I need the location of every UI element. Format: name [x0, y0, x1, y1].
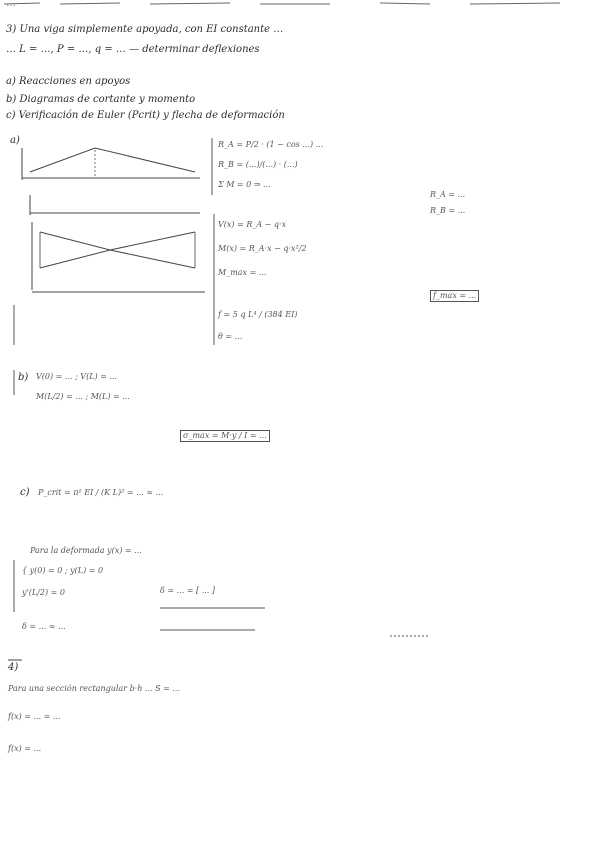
problem-body: … L = …, P = …, q = … — determinar deflexiones — [6, 44, 260, 55]
part-b-line-2: M(L/2) = ... ; M(L) = ... — [36, 392, 130, 401]
part-a-work-4: V(x) = R_A − q·x — [218, 220, 287, 229]
part-c-label: c) — [20, 487, 30, 498]
part-b-line-1: V(0) = ... ; V(L) = ... — [36, 372, 118, 381]
part-e-line-2: f(x) = ... = ... — [8, 712, 61, 721]
part-e-line-1: Para una sección rectangular b·h ... S = ... — [8, 684, 180, 693]
moment-diagram-sketch — [22, 148, 200, 180]
part-a-work-7: f = 5 q L⁴ / (384 EI) — [218, 310, 298, 319]
part-b-label: b) — [18, 372, 29, 383]
part-d-line-4: δ = ... = [ ... ] — [160, 586, 215, 595]
part-a-work-2: R_B = (...)/(...) · (...) — [218, 160, 298, 169]
part-a-work-3: Σ M = 0 ⇒ ... — [218, 180, 271, 189]
part-c-line: P_crit = π² EI / (K L)² = ... ≈ ... — [38, 488, 164, 497]
part-a-work-6: M_max = ... — [218, 268, 267, 277]
part-a-label: a) — [10, 135, 20, 146]
part-d-line-1: Para la deformada y(x) = ... — [30, 546, 142, 555]
part-d-line-5: δ = ... ≈ ... — [22, 622, 66, 631]
part-a-result-1: R_A = ... — [430, 190, 466, 199]
problem-header: 3) Una viga simplemente apoyada, con EI constante … — [6, 24, 284, 35]
part-a-result-2: R_B = ... — [430, 206, 466, 215]
part-e-label: 4) — [8, 662, 19, 673]
part-d-line-2: { y(0) = 0 ; y(L) = 0 — [22, 566, 104, 575]
part-d-line-3: y'(L/2) = 0 — [22, 588, 65, 597]
request-a: a) Reacciones en apoyos — [6, 76, 131, 87]
shear-diagram-sketch — [30, 195, 205, 292]
request-c: c) Verificación de Euler (Pcrit) y flecha de deformación — [6, 110, 285, 121]
top-strip: … — [6, 0, 16, 9]
part-e-line-3: f(x) = ... — [8, 744, 42, 753]
request-b: b) Diagramas de cortante y momento — [6, 94, 196, 105]
part-a-work-1: R_A = P/2 · (1 − cos ...) ... — [218, 140, 324, 149]
part-b-line-3: σ_max = M·y / I = ... — [180, 430, 270, 442]
part-a-work-8: θ = ... — [218, 332, 243, 341]
part-a-work-5: M(x) = R_A·x − q·x²/2 — [218, 244, 307, 253]
part-a-result-3: f_max = ... — [430, 290, 479, 302]
